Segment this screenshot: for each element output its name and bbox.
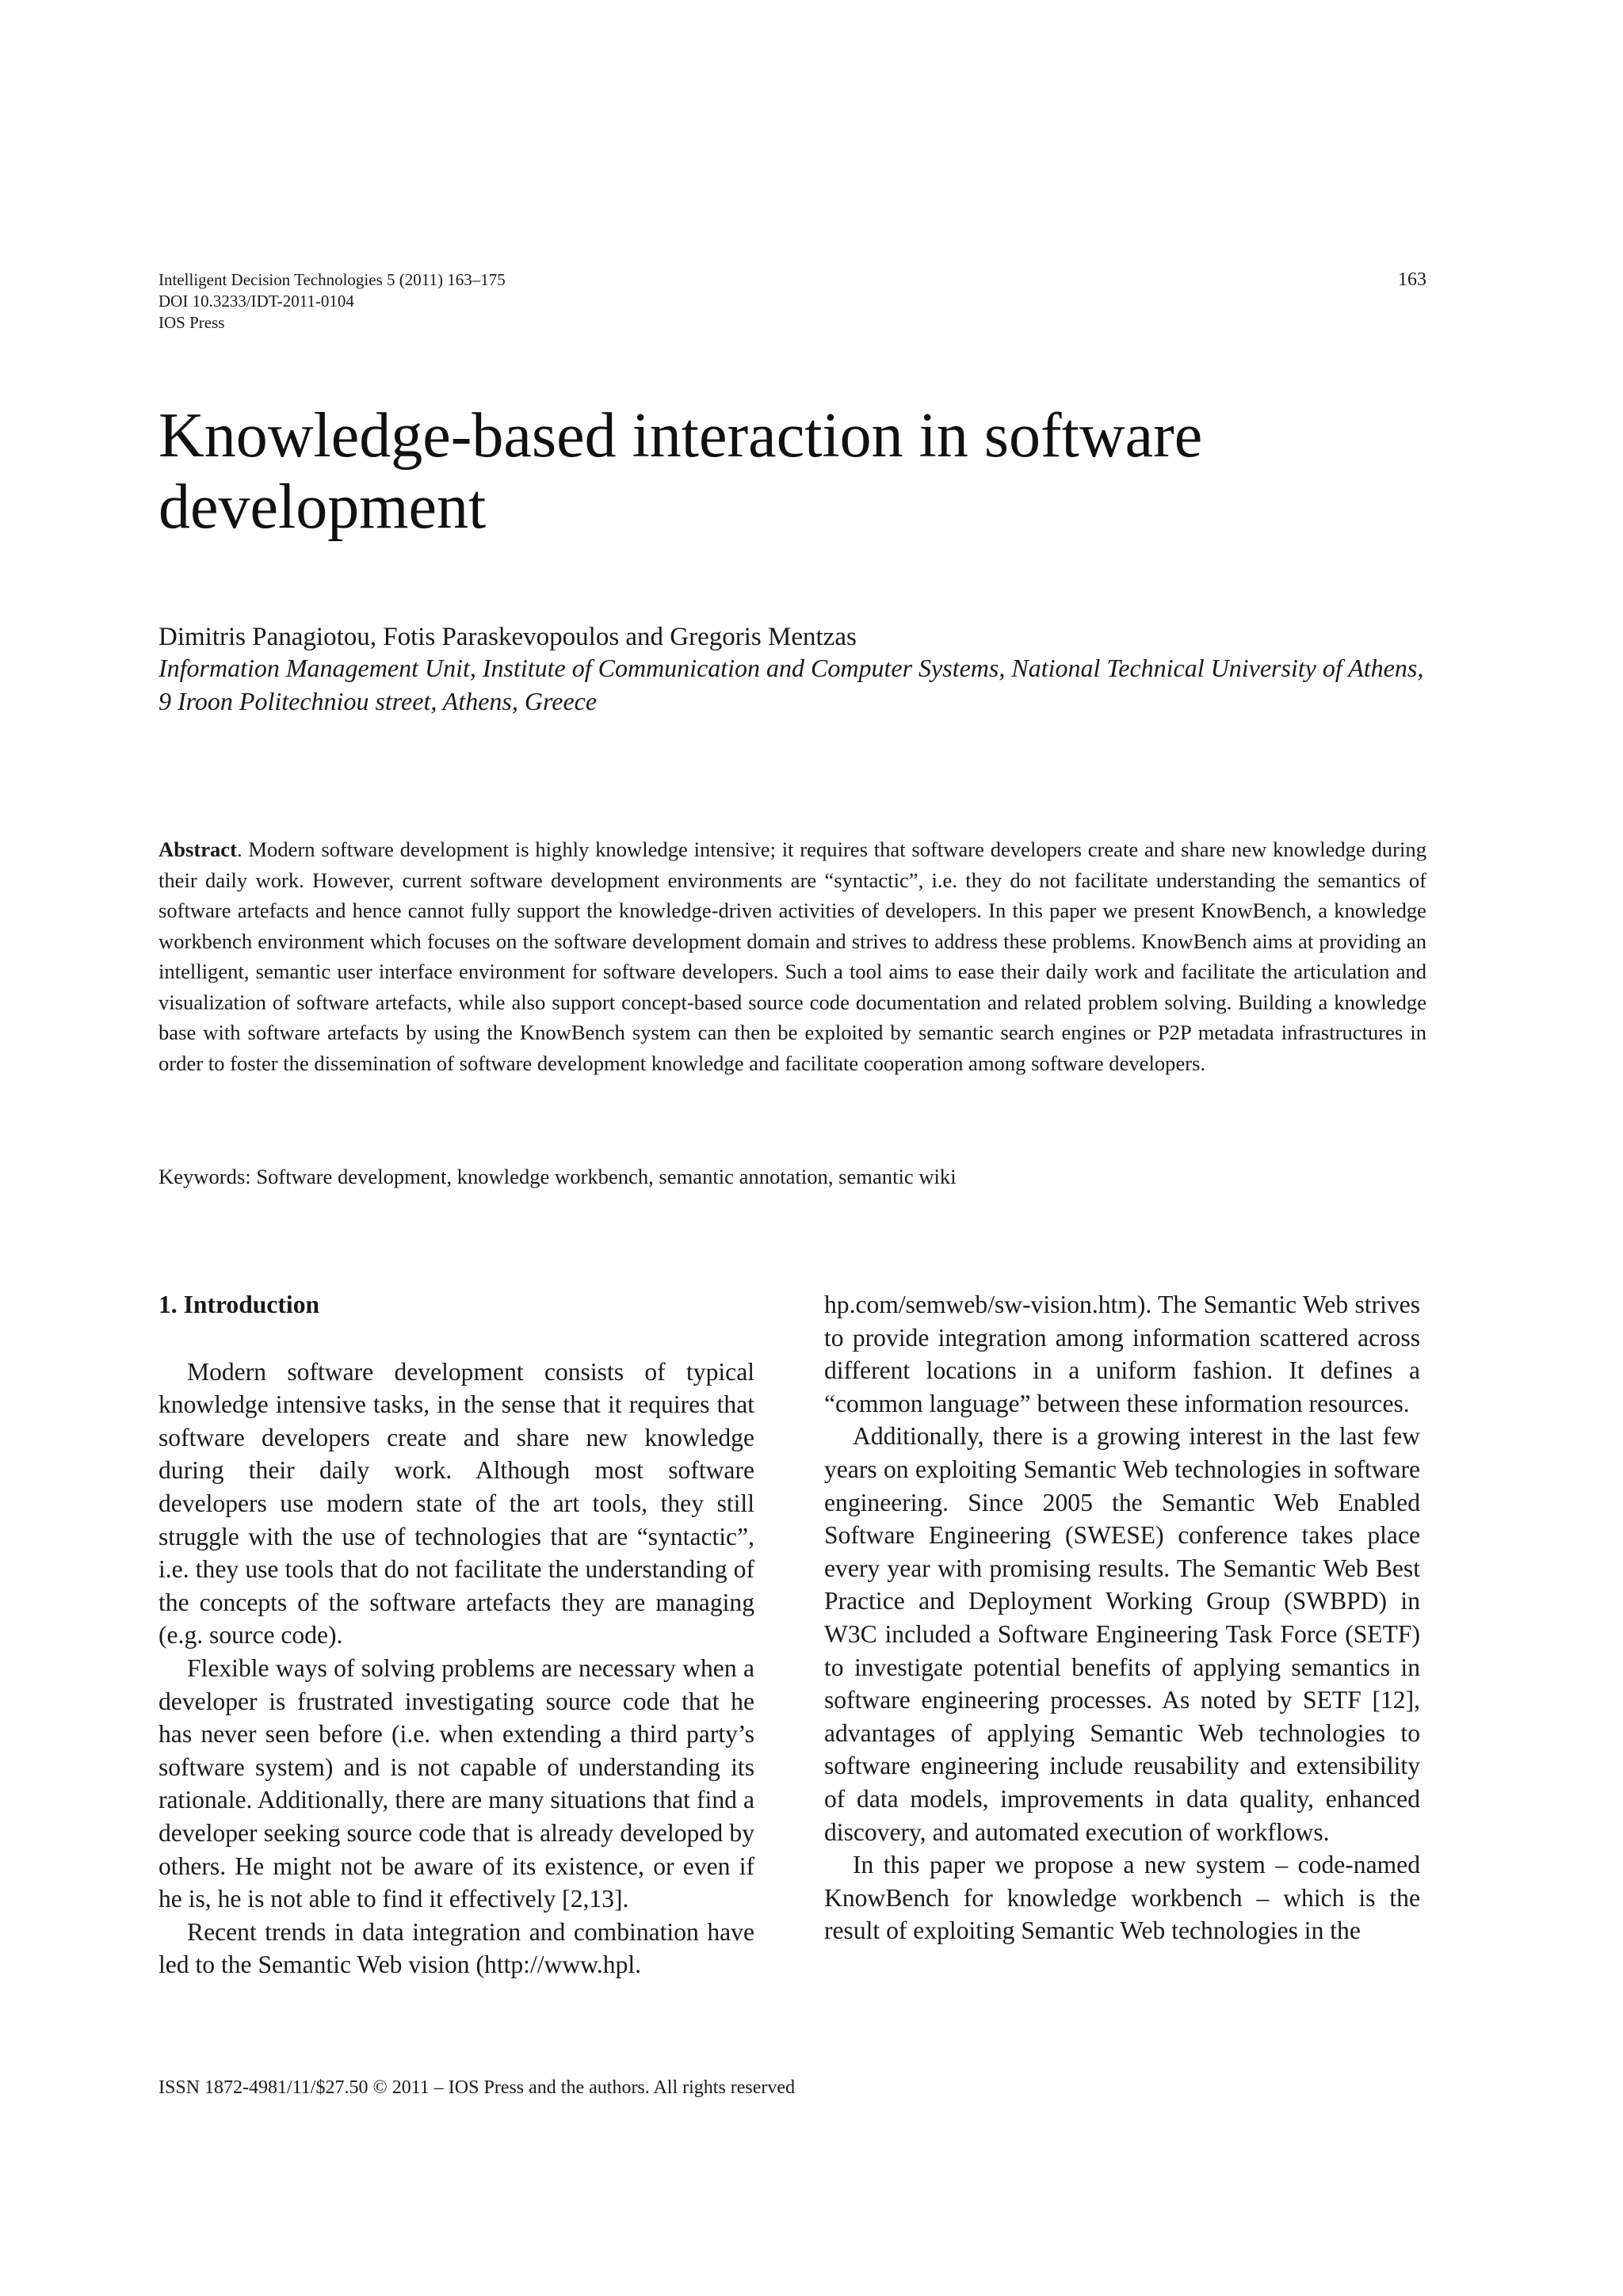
body-paragraph: hp.com/semweb/sw-vision.htm). The Semantic Web strives to provide integration among information scattered across different locations in a uniform fashion. It defines a “common language” between these information resources. [824, 1291, 1420, 1417]
section-heading: 1. Introduction [158, 1291, 320, 1318]
affiliation: Information Management Unit, Institute of Communication and Computer Systems, National Technical University of Athens, 9 Iroon Politechniou street, Athens, Greece [158, 654, 1424, 715]
left-column [158, 1288, 754, 1981]
copyright-footer: ISSN 1872-4981/11/$27.50 © 2011 – IOS Press and the authors. All rights reserved [158, 2077, 796, 2098]
abstract-label: Abstract [158, 837, 237, 861]
doi: DOI 10.3233/IDT-2011-0104 [158, 292, 354, 311]
running-header [158, 269, 1426, 334]
abstract-text: . Modern software development is highly knowledge intensive; it requires that software developers create and share new knowledge during their daily work. However, current software development environments are “syntactic”, i.e. they do not facilitate understanding the semantics of software artefacts and hence cannot fully support the knowledge-driven activities of developers. In this paper we present KnowBench, a knowledge workbench environment which focuses on the software development domain and strives to address these problems. KnowBench aims at providing an intelligent, semantic user interface environment for software developers. Such a tool aims to ease their daily work and facilitate the articulation and visualization of software artefacts, while also support concept-based source code documentation and related problem solving. Building a knowledge base with software artefacts by using the KnowBench system can then be exploited by semantic search engines or P2P metadata infrastructures in order to foster the dissemination of software development knowledge and facilitate cooperation among software developers. [158, 837, 1426, 1075]
publisher: IOS Press [158, 313, 225, 332]
body-paragraph: Additionally, there is a growing interest in the last few years on exploiting Semantic Web technologies in software engineering. Since 2005 the Semantic Web Enabled Software Engineering (SWESE) conference takes place every year with promising results. The Semantic Web Best Practice and Deployment Working Group (SWBPD) in W3C included a Software Engineering Task Force (SETF) to investigate potential benefits of applying semantics in software engineering processes. As noted by SETF [12], advantages of applying Semantic Web technologies to software engineering include reusability and extensibility of data models, improvements in data quality, enhanced discovery, and automated execution of workflows. [824, 1422, 1420, 1846]
page-number: 163 [1398, 269, 1426, 290]
paper-title: Knowledge-based interaction in software development [158, 401, 1203, 542]
right-column [824, 1288, 1420, 1947]
body-paragraph: Flexible ways of solving problems are necessary when a developer is frustrated investigating source code that he has never seen before (i.e. when extending a third party’s software system) and is not capable of understanding its rationale. Additionally, there are many situations that find a developer seeking source code that is already developed by others. He might not be aware of its existence, or even if he is, he is not able to find it effectively [2,13]. [158, 1653, 754, 1913]
body-paragraph: In this paper we propose a new system – code-named KnowBench for knowledge workbench – which is the result of exploiting Semantic Web technologies in the [824, 1851, 1420, 1945]
body-paragraph: Modern software development consists of typical knowledge intensive tasks, in the sense that it requires that software developers create and share new knowledge during their daily work. Although most software developers use modern state of the art tools, they still struggle with the use of technologies that are “syntactic”, i.e. they use tools that do not facilitate the understanding of the concepts of the software artefacts they are managing (e.g. source code). [158, 1357, 754, 1650]
author-list: Dimitris Panagiotou, Fotis Paraskevopoulos and Gregoris Mentzas [158, 623, 857, 651]
abstract [158, 834, 1426, 1078]
journal-citation: Intelligent Decision Technologies 5 (2011) 163–175 [158, 270, 506, 289]
keywords: Keywords: Software development, knowledge workbench, semantic annotation, semantic wiki [158, 1165, 957, 1188]
body-paragraph: Recent trends in data integration and combination have led to the Semantic Web vision (http://www.hpl. [158, 1917, 754, 1979]
